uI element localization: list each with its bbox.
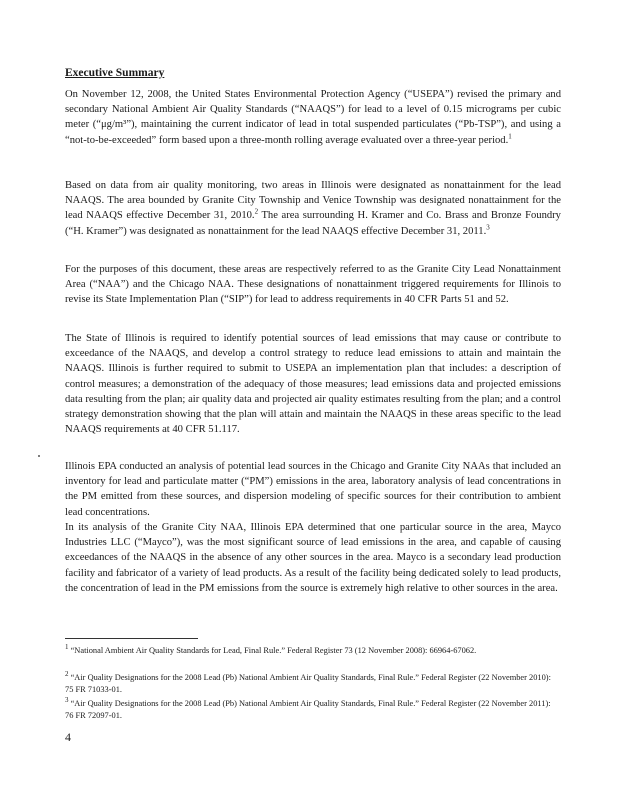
footnote-2 bbox=[65, 672, 561, 695]
footnote-divider bbox=[65, 638, 198, 639]
paragraph-mayco bbox=[65, 520, 561, 596]
paragraph-text: For the purposes of this document, these areas are respectively referred to as the Granite City Lead Nonattainment Area (“NAA”) and the Chicago NAA. These designations of nonattainment triggered requirements for Illinois to revise its State Implementation Plan (“SIP”) for lead to address requirements in 40 CFR Parts 51 and 52. bbox=[65, 264, 561, 306]
paragraph-designations bbox=[65, 178, 561, 239]
paragraph-text: Based on data from air quality monitoring, two areas in Illinois were designated as nonattainment for the lead NAAQS. The area bounded by Granite City Township and Venice Township was designated nonattainment for the lead NAAQS effective December 31, 2010. bbox=[65, 180, 561, 222]
footnote-1 bbox=[65, 645, 561, 657]
footnote-text: “Air Quality Designations for the 2008 Lead (Pb) National Ambient Air Quality Standards, Final Rule.” Federal Register (22 November 2010): 75 FR 71033-01. bbox=[65, 673, 551, 694]
footnote-3 bbox=[65, 698, 561, 721]
footnote-ref: 1 bbox=[508, 132, 512, 141]
paragraph-intro bbox=[65, 87, 561, 148]
paragraph-analysis bbox=[65, 459, 561, 520]
footnote-text: “Air Quality Designations for the 2008 Lead (Pb) National Ambient Air Quality Standards, Final Rule.” Federal Register (22 November 2011): 76 FR 72097-01. bbox=[65, 699, 551, 720]
section-heading: Executive Summary bbox=[65, 67, 165, 79]
paragraph-purposes bbox=[65, 262, 561, 308]
paragraph-text: In its analysis of the Granite City NAA, Illinois EPA determined that one particular source in the area, Mayco Industries LLC (“Mayco”), was the most significant source of lead emissions in the area, and capable of causing exceedances of the NAAQS in the absence of any other sources in the area. Mayco is a secondary lead production facility and fabricator of a variety of lead products. As a result of the facility being dedicated solely to lead products, the concentration of lead in the PM emissions from the source is extremely high relative to other sources in the area. bbox=[65, 522, 561, 594]
footnote-ref: 3 bbox=[486, 223, 490, 232]
paragraph-text: Illinois EPA conducted an analysis of potential lead sources in the Chicago and Granite City NAAs that included an inventory for lead and particulate matter (“PM”) emissions in the area, laboratory analysis of lead concentrations in the PM emitted from these sources, and dispersion modeling of specific sources for their contribution to ambient lead concentrations. bbox=[65, 461, 561, 518]
footnote-ref: 2 bbox=[254, 207, 259, 216]
footnote-number: 1 bbox=[65, 643, 69, 652]
paragraph-text: The State of Illinois is required to identify potential sources of lead emissions that may cause or contribute to exceedance of the NAAQS, and develop a control strategy to reduce lead emissions to attain and maintain the NAAQS. Illinois is further required to submit to USEPA an implementation plan that includes: a description of control measures; a demonstration of the adequacy of those measures; lead emissions data and projected emissions data resulting from the plan; air quality data and projected air quality estimates resulting from the plan; and a control strategy demonstration showing that the plan will attain and maintain the NAAQS in these areas specific to the lead NAAQS requirements at 40 CFR 51.117. bbox=[65, 333, 561, 436]
paragraph-text: On November 12, 2008, the United States Environmental Protection Agency (“USEPA”) revised the primary and secondary National Ambient Air Quality Standards (“NAAQS”) for lead to a level of 0.15 micrograms per cubic meter (“μg/m³”), maintaining the current indicator of lead in total suspended particulates (“Pb-TSP”), and using a “not-to-be-exceeded” form based upon a three-month rolling average evaluated over a three-year period. bbox=[65, 89, 561, 146]
footnote-number: 3 bbox=[65, 696, 69, 705]
paragraph-requirements bbox=[65, 331, 561, 437]
paragraph-text: The area surrounding H. Kramer and Co. Brass and Bronze Foundry (“H. Kramer”) was designated as nonattainment for the lead NAAQS effective December 31, 2011. bbox=[65, 210, 561, 237]
page-number: 4 bbox=[65, 730, 71, 744]
scan-speck bbox=[38, 455, 40, 457]
footnote-text: “National Ambient Air Quality Standards for Lead, Final Rule.” Federal Register 73 (12 November 2008): 66964-67062. bbox=[68, 646, 477, 655]
footnote-number: 2 bbox=[65, 670, 69, 679]
